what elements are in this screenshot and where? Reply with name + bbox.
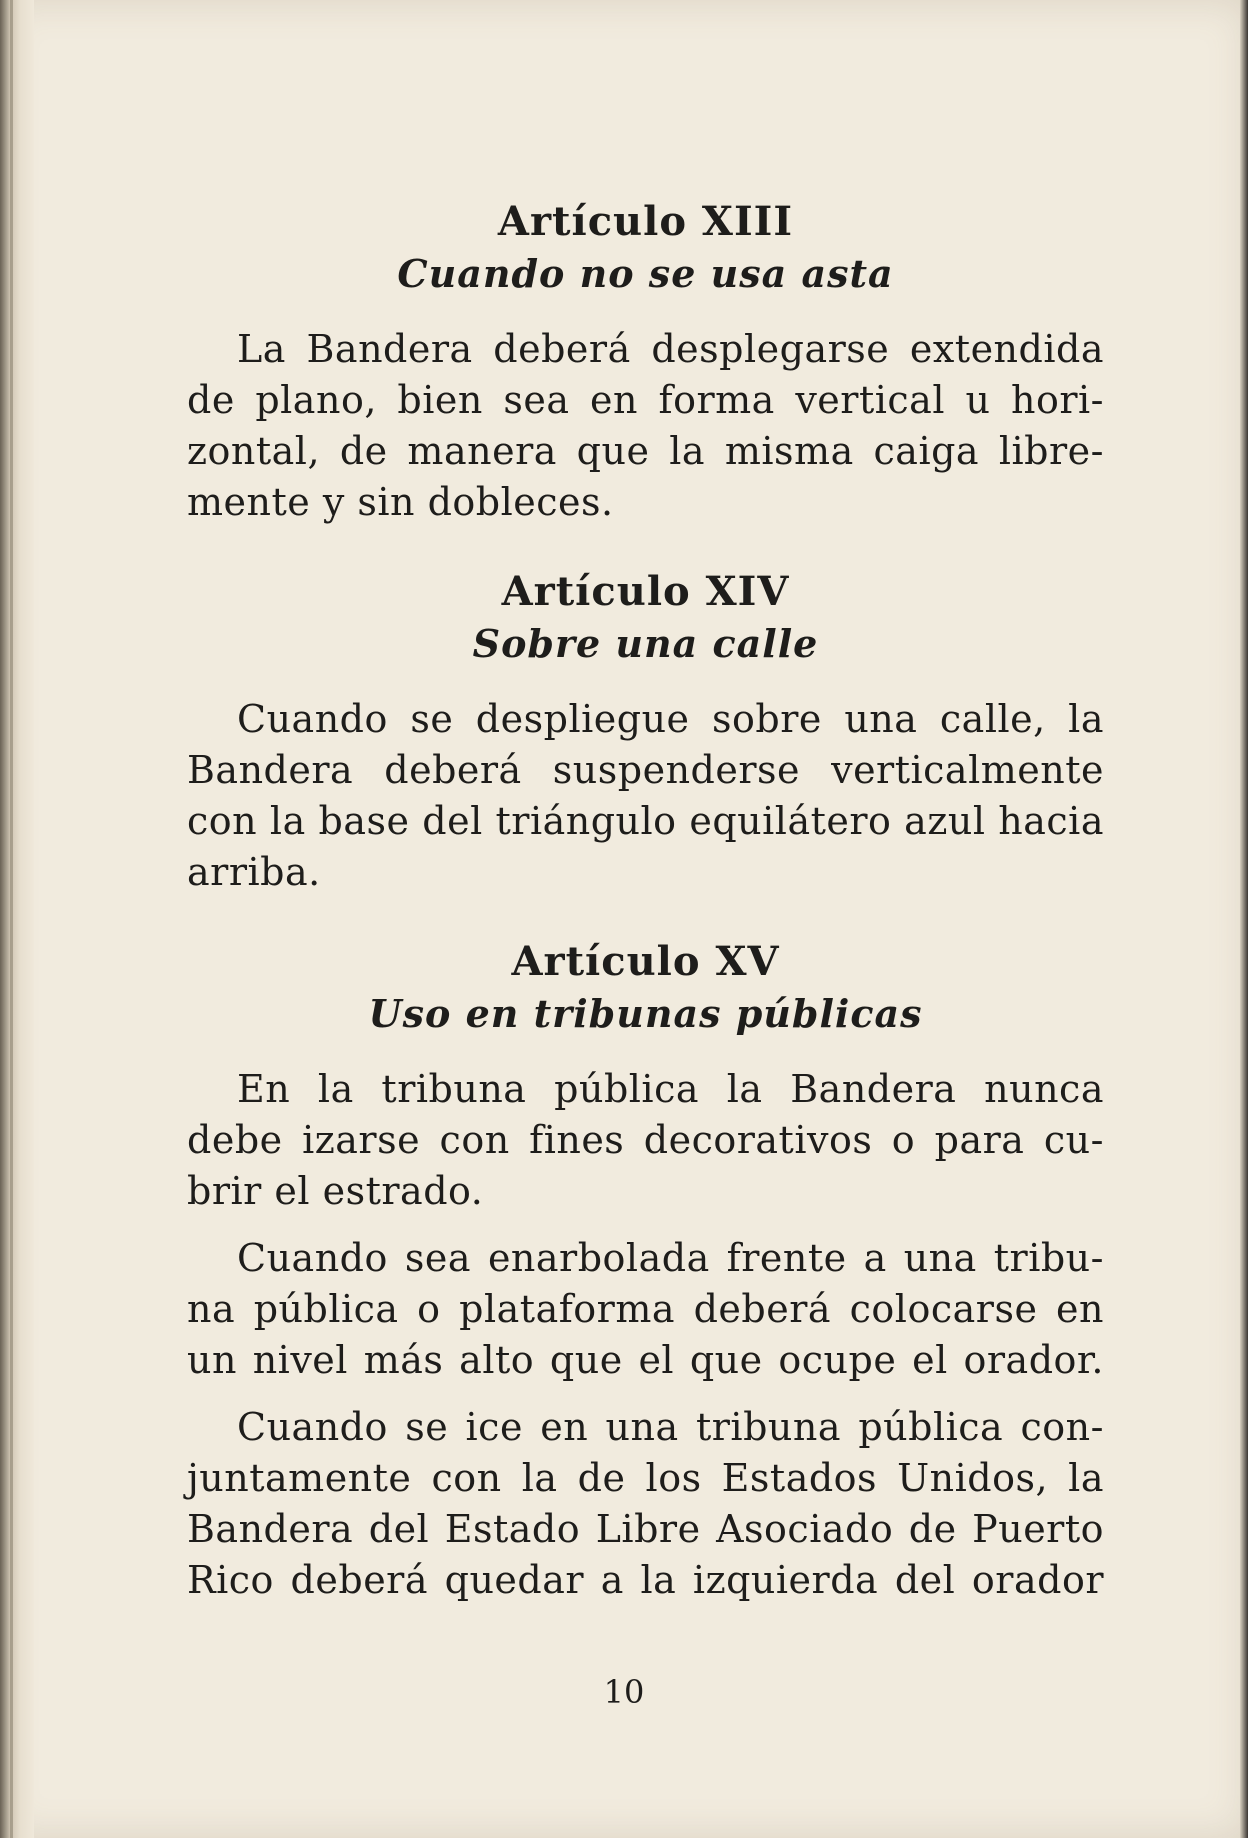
text-line: Bandera del Estado Libre Asociado de Puerto xyxy=(187,1507,1104,1551)
text-line: de plano, bien sea en forma vertical u hori- xyxy=(187,378,1104,422)
article-xiv xyxy=(187,566,1104,898)
text-line: mente y sin dobleces. xyxy=(187,480,614,524)
page-number: 10 xyxy=(603,1673,645,1711)
text-line: na pública o plataforma deberá colocarse en xyxy=(187,1287,1104,1331)
article-xv xyxy=(187,936,1104,1606)
paragraph xyxy=(187,1064,1104,1217)
text-line: Rico deberá quedar a la izquierda del orador xyxy=(187,1558,1104,1602)
text-line: En la tribuna pública la Bandera nunca xyxy=(237,1067,1104,1111)
text-line: Cuando se ice en una tribuna pública con- xyxy=(237,1405,1104,1449)
text-line: Cuando sea enarbolada frente a una tribu- xyxy=(237,1236,1104,1280)
text-line: Cuando se despliegue sobre una calle, la xyxy=(237,697,1104,741)
paragraph xyxy=(187,1402,1104,1606)
text-line: brir el estrado. xyxy=(187,1169,484,1213)
article-subtitle: Sobre una calle xyxy=(472,621,819,666)
article-title: Artículo XIII xyxy=(497,198,794,245)
text-line: juntamente con la de los Estados Unidos, la xyxy=(187,1456,1104,1500)
paragraph xyxy=(187,1233,1104,1386)
text-line: un nivel más alto que el que ocupe el orador. xyxy=(187,1338,1104,1382)
article-title: Artículo XV xyxy=(511,938,780,985)
text-line: arriba. xyxy=(187,850,321,894)
paragraph xyxy=(187,694,1104,898)
text-line: La Bandera deberá desplegarse extendida xyxy=(237,327,1104,371)
article-title: Artículo XIV xyxy=(501,568,790,615)
article-subtitle: Cuando no se usa asta xyxy=(397,251,894,296)
article-subtitle: Uso en tribunas públicas xyxy=(368,991,923,1036)
page-right-edge xyxy=(1240,0,1248,1838)
text-line: zontal, de manera que la misma caiga libre- xyxy=(187,429,1104,473)
article-xiii xyxy=(187,196,1104,528)
text-line: con la base del triángulo equilátero azul hacia xyxy=(187,799,1104,843)
paragraph xyxy=(187,324,1104,528)
page-content xyxy=(187,196,1104,1606)
text-line: Bandera deberá suspenderse verticalmente xyxy=(187,748,1104,792)
book-spine-edge xyxy=(0,0,34,1838)
text-line: debe izarse con fines decorativos o para cu- xyxy=(187,1118,1104,1162)
